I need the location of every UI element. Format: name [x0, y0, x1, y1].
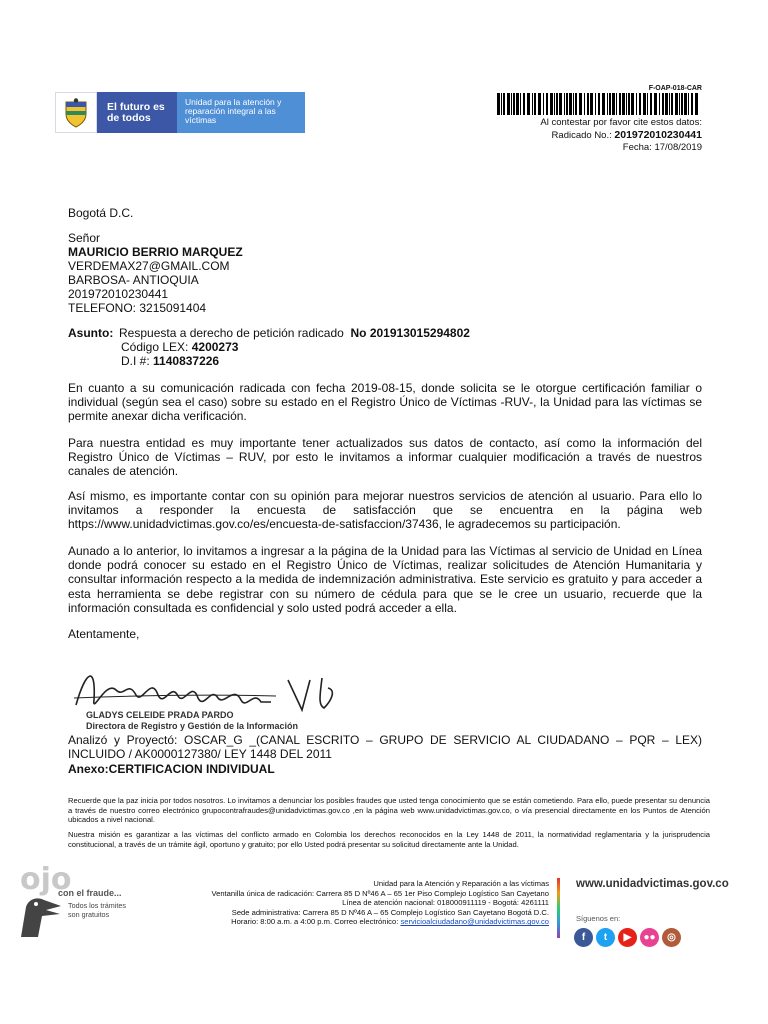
fraud-note: Recuerde que la paz inicia por todos nosotros. Lo invitamos a denunciar los posibles fraudes que usted tenga conocimiento que se están cometiendo. Para ello, puede presentar su denuncia a través de nuestro correo electrónico grupocontrafraudes@unidadvictimas.gov.co ,en la página web www.unidadvictimas.gov.co, o vía presencial directamente en los Puntos de Atención ubicados a nivel nacional. — [68, 796, 710, 824]
di-value: 1140837226 — [153, 354, 220, 368]
barcode-bar — [650, 93, 652, 115]
barcode-bar — [497, 93, 500, 115]
footer-entity: Unidad para la Atención y Reparación a las víctimas — [373, 879, 549, 888]
footer-horario: Horario: 8:00 a.m. a 4:00 p.m. Correo electrónico: — [231, 917, 399, 927]
salutation: Señor — [68, 231, 101, 245]
radicado-value: 201972010230441 — [614, 129, 702, 141]
closing: Atentamente, — [68, 627, 140, 641]
barcode-bar — [647, 93, 648, 115]
recipient-reference: 201972010230441 — [68, 287, 169, 301]
lex-label: Código LEX: — [121, 340, 189, 354]
barcode-bar — [513, 93, 515, 115]
barcode-bar — [619, 93, 621, 115]
barcode-bar — [607, 93, 608, 115]
asunto-number: No 201913015294802 — [350, 326, 470, 340]
cite-label: Al contestar por favor cite estos datos: — [540, 117, 702, 128]
barcode-bar — [681, 93, 683, 115]
barcode-bar — [609, 93, 611, 115]
asunto-body — [119, 326, 470, 368]
website-link[interactable]: www.unidadvictimas.gov.co — [576, 878, 729, 890]
recipient-phone: TELEFONO: 3215091404 — [68, 301, 207, 315]
crocodile-icon — [16, 892, 66, 940]
barcode-bar — [511, 93, 512, 115]
barcode-bar — [554, 93, 555, 115]
footer-email-link[interactable]: servicioalciudadano@unidadvictimas.gov.co — [400, 917, 549, 927]
footer-ventanilla: Ventanilla única de radicación: Carrera 85 D Nº46 A – 65 1er Piso Complejo Logístico San Cayetano — [211, 888, 549, 898]
social-icons — [574, 928, 681, 947]
siguenos-label: Síguenos en: — [576, 914, 621, 923]
barcode-bar — [622, 93, 625, 115]
coat-of-arms-icon — [55, 92, 97, 133]
barcode-bar — [671, 93, 673, 115]
barcode-bar — [538, 93, 541, 115]
youtube-icon[interactable]: ▶ — [618, 928, 637, 947]
barcode-bar — [691, 93, 693, 115]
radicado-block — [540, 117, 702, 154]
barcode-bar — [643, 93, 646, 115]
barcode-bar — [598, 93, 600, 115]
barcode-bar — [688, 93, 689, 115]
barcode-bar — [503, 93, 505, 115]
barcode-bar — [556, 93, 558, 115]
radicado-label: Radicado No.: — [551, 130, 612, 141]
contact-info — [119, 879, 549, 927]
recipient-name: MAURICIO BERRIO MARQUEZ — [68, 245, 243, 259]
barcode-bar — [584, 93, 585, 115]
barcode-bar — [626, 93, 627, 115]
barcode-bar — [675, 93, 678, 115]
signer-block — [86, 710, 298, 732]
barcode-bar — [612, 93, 615, 115]
barcode-bar — [559, 93, 562, 115]
barcode — [497, 93, 702, 115]
logo-entity-name: Unidad para la atención y reparación integral a las víctimas — [177, 92, 305, 133]
ojo-word: ojo — [20, 862, 72, 897]
facebook-icon[interactable]: f — [574, 928, 593, 947]
barcode-bar — [534, 93, 536, 115]
barcode-bar — [501, 93, 502, 115]
analizo-proyecto: Analizó y Proyectó: OSCAR_G _(CANAL ESCRITO – GRUPO DE SERVICIO AL CIUDADANO – PQR – LEX) INCLUIDO / AK0000127380/ LEY 1448 DEL 2011 — [68, 733, 702, 762]
barcode-bar — [684, 93, 687, 115]
barcode-bar — [546, 93, 548, 115]
signer-title: Directora de Registro y Gestión de la Información — [86, 721, 299, 731]
barcode-bar — [523, 93, 525, 115]
paragraph-3: Así mismo, es importante contar con su opinión para mejorar nuestros servicios de atención al usuario. Para ello lo invitamos a responder la encuesta de satisfacción que se encuentra en la página web https://www.unidadvictimas.gov.co/es/encuesta-de-satisfaccion/37436, le agradecemos su participación. — [68, 489, 702, 532]
flickr-icon[interactable]: ●● — [640, 928, 659, 947]
paragraph-4: Aunado a lo anterior, lo invitamos a ingresar a la página de la Unidad para las Víctimas al servicio de Unidad en Línea donde podrá conocer su estado en el Registro Único de Víctimas, realizar solicitudes de Atención Humanitaria y consultar información respecto a la medida de indemnización administrativa. Este servicio es gratuito y para acceder a esta herramienta se debe registrar con su número de cédula para que se le cree un usuario, recuerde que la información consultada es confidencial y solo usted podrá acceder a ella. — [68, 544, 702, 615]
mission-note: Nuestra misión es garantizar a las víctimas del conflicto armado en Colombia los derechos reconocidos en la Ley 1448 de 2011, la normatividad reglamentaria y la jurisprudencia constitucional, a través de un trámite ágil, oportuno y gratuito; por ello Usted podrá presentar su solicitud directamente ante la Unidad. — [68, 830, 710, 849]
city: Bogotá D.C. — [68, 206, 134, 220]
barcode-bar — [507, 93, 510, 115]
fecha-value: 17/08/2019 — [654, 142, 702, 153]
ojo-tramites: Todos los trámites son gratuitos — [68, 901, 126, 919]
barcode-bar — [579, 93, 582, 115]
footer-sede: Sede administrativa: Carrera 85 D Nº46 A – 65 Complejo Logístico San Cayetano Bogotá D.C. — [231, 907, 549, 917]
barcode-bar — [532, 93, 533, 115]
barcode-bar — [602, 93, 605, 115]
paragraph-2: Para nuestra entidad es muy importante tener actualizados sus datos de contacto, así como la información del Registro Único de Víctimas – RUV, por esto le invitamos a informar cualquier modificación a través de nuestros canales de atención. — [68, 436, 702, 479]
form-code: F-OAP-018-CAR — [648, 85, 702, 92]
barcode-bar — [628, 93, 630, 115]
recipient-email: VERDEMAX27@GMAIL.COM — [68, 259, 230, 273]
ojo-con-el-fraude-logo — [16, 862, 136, 942]
asunto-label: Asunto: — [68, 326, 114, 340]
paragraph-1: En cuanto a su comunicación radicada con fecha 2019-08-15, donde solicita se le otorgue certificación familiar o individual (según sea el caso) sobre su estado en el Registro Único de Víctimas -RUV-, la Unidad para las víctimas se permite anexar dicha verificación. — [68, 381, 702, 424]
barcode-bar — [669, 93, 670, 115]
recipient-location: BARBOSA- ANTIOQUIA — [68, 273, 199, 287]
barcode-bar — [566, 93, 568, 115]
anexo: Anexo:CERTIFICACION INDIVIDUAL — [68, 762, 275, 776]
entity-logo — [55, 92, 305, 133]
ojo-subtitle: con el fraude... — [58, 888, 122, 898]
footer-linea: Línea de atención nacional: 018000911119 - Bogotá: 4261111 — [342, 898, 549, 908]
lex-value: 4200273 — [191, 340, 239, 354]
barcode-bar — [520, 93, 521, 115]
instagram-icon[interactable]: ◎ — [662, 928, 681, 947]
barcode-bar — [639, 93, 641, 115]
twitter-icon[interactable]: t — [596, 928, 615, 947]
barcode-bar — [695, 93, 698, 115]
di-label: D.I #: — [121, 354, 150, 368]
barcode-bar — [595, 93, 596, 115]
barcode-bar — [527, 93, 530, 115]
barcode-bar — [616, 93, 617, 115]
barcode-bar — [573, 93, 574, 115]
barcode-bar — [587, 93, 589, 115]
barcode-bar — [564, 93, 565, 115]
barcode-bar — [662, 93, 664, 115]
barcode-bar — [569, 93, 572, 115]
logo-slogan: El futuro es de todos — [97, 92, 177, 133]
asunto-text: Respuesta a derecho de petición radicado — [119, 326, 344, 340]
barcode-bar — [590, 93, 593, 115]
fecha-label: Fecha: — [622, 142, 652, 153]
barcode-bar — [665, 93, 668, 115]
barcode-bar — [516, 93, 519, 115]
color-divider — [557, 878, 560, 938]
barcode-bar — [575, 93, 577, 115]
barcode-bar — [679, 93, 680, 115]
barcode-bar — [654, 93, 657, 115]
barcode-bar — [659, 93, 660, 115]
barcode-bar — [631, 93, 634, 115]
barcode-bar — [636, 93, 637, 115]
barcode-bar — [543, 93, 544, 115]
barcode-bar — [550, 93, 553, 115]
signer-name: GLADYS CELEIDE PRADA PARDO — [86, 710, 234, 720]
